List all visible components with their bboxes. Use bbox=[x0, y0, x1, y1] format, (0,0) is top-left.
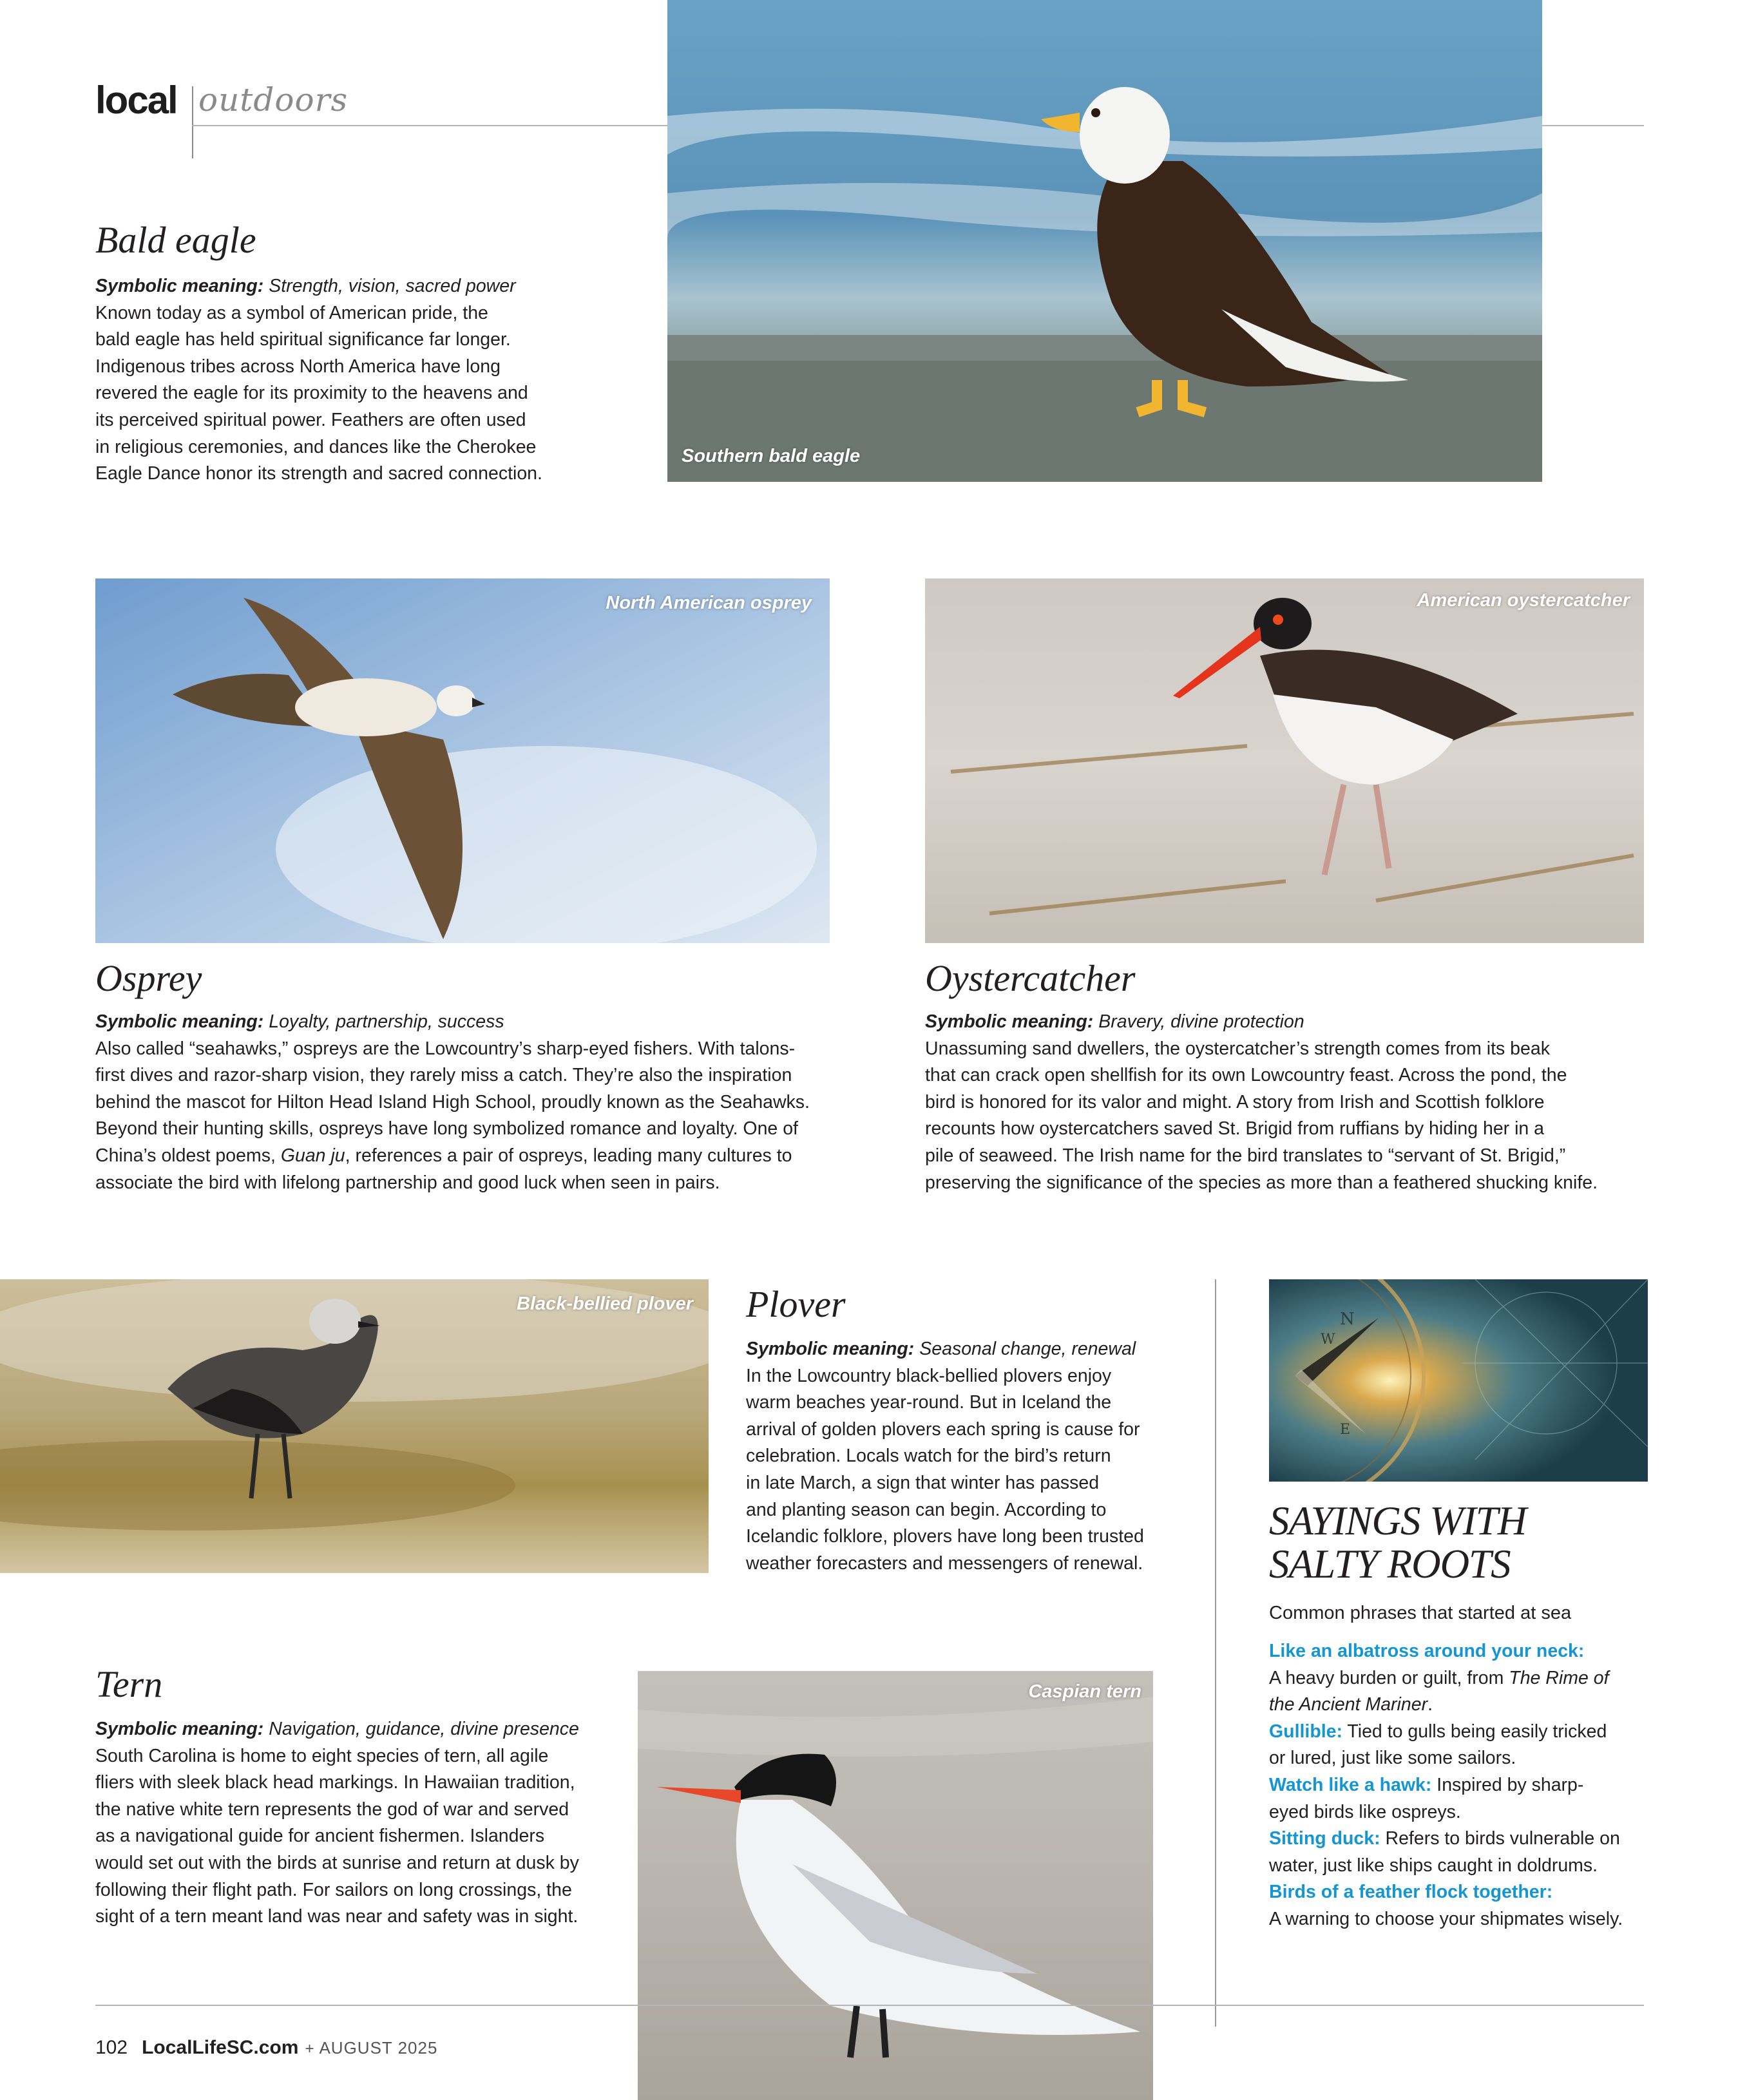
eagle-body bbox=[95, 273, 572, 488]
header-rule-left bbox=[192, 125, 669, 126]
tern-photo bbox=[638, 1671, 1153, 2100]
section-name: outdoors bbox=[198, 81, 349, 119]
tern-line: would set out with the birds at sunrise and return at dusk by bbox=[95, 1852, 579, 1873]
osprey-heading: Osprey bbox=[95, 957, 202, 999]
tern-line: as a navigational guide for ancient fishermen. Islanders bbox=[95, 1826, 545, 1847]
eagle-line: Known today as a symbol of American pride, the bbox=[95, 302, 488, 323]
footer-plus: + bbox=[305, 2040, 314, 2057]
osprey-line5-pre: China’s oldest poems, bbox=[95, 1145, 281, 1166]
osprey-line: first dives and razor-sharp vision, they rarely miss a catch. They’re also the inspiration bbox=[95, 1065, 792, 1086]
eagle-heading: Bald eagle bbox=[95, 219, 256, 261]
osprey-body bbox=[95, 1009, 843, 1196]
tern-line: fliers with sleek black head markings. In Hawaiian tradition, bbox=[95, 1772, 575, 1793]
osprey-caption: North American osprey bbox=[606, 593, 812, 613]
saying-definition: or lured, just like some sailors. bbox=[1269, 1748, 1516, 1769]
saying-term: Watch like a hawk: bbox=[1269, 1774, 1432, 1795]
brand-logo: local bbox=[95, 79, 177, 122]
plover-line: in late March, a sign that winter has passed bbox=[746, 1472, 1100, 1493]
eagle-line: Indigenous tribes across North America have long bbox=[95, 356, 501, 377]
oystercatcher-body bbox=[925, 1009, 1653, 1196]
tern-body bbox=[95, 1716, 636, 1931]
oystercatcher-line: recounts how oystercatchers saved St. Brigid from ruffians by hiding her in a bbox=[925, 1118, 1545, 1140]
sidebar-divider bbox=[1215, 1279, 1216, 2027]
header-rule-right bbox=[1542, 125, 1644, 126]
saying-definition: Inspired by sharp- bbox=[1431, 1774, 1584, 1795]
plover-symbolic-label: Symbolic meaning: bbox=[746, 1339, 915, 1359]
oystercatcher-line: that can crack open shellfish for its own Lowcountry feast. Across the pond, the bbox=[925, 1065, 1567, 1086]
tern-line: South Carolina is home to eight species of tern, all agile bbox=[95, 1745, 549, 1766]
sayings-subtitle: Common phrases that started at sea bbox=[1269, 1603, 1572, 1623]
saying-source-title: The Rime of bbox=[1509, 1667, 1609, 1688]
saying-term: Birds of a feather flock together: bbox=[1269, 1882, 1553, 1903]
plover-line: celebration. Locals watch for the bird’s return bbox=[746, 1446, 1111, 1467]
footer-site[interactable]: LocalLifeSC.com bbox=[142, 2037, 299, 2058]
header-divider bbox=[192, 86, 193, 158]
page-number: 102 bbox=[95, 2037, 128, 2058]
tern-symbolic-label: Symbolic meaning: bbox=[95, 1719, 264, 1739]
oystercatcher-symbolic-value: Bravery, divine protection bbox=[1098, 1011, 1304, 1032]
sayings-title-line: SALTY ROOTS bbox=[1269, 1542, 1511, 1587]
eagle-caption: Southern bald eagle bbox=[682, 446, 861, 466]
osprey-poem-title: Guan ju bbox=[280, 1145, 345, 1166]
osprey-photo bbox=[95, 578, 830, 943]
compass-letter-e: E bbox=[1340, 1422, 1351, 1438]
plover-symbolic-value: Seasonal change, renewal bbox=[919, 1339, 1136, 1359]
osprey-line: Beyond their hunting skills, ospreys have long symbolized romance and loyalty. One of bbox=[95, 1118, 798, 1140]
saying-definition: A warning to choose your shipmates wisely. bbox=[1269, 1908, 1623, 1929]
eagle-line: bald eagle has held spiritual significance far longer. bbox=[95, 329, 511, 350]
osprey-line5-post: , references a pair of ospreys, leading many cultures to bbox=[345, 1145, 792, 1166]
osprey-line: behind the mascot for Hilton Head Island High School, proudly known as the Seahawks. bbox=[95, 1091, 810, 1112]
plover-line: arrival of golden plovers each spring is cause for bbox=[746, 1418, 1140, 1440]
saying-definition: Refers to birds vulnerable on bbox=[1380, 1828, 1620, 1849]
compass-letter-n: N bbox=[1340, 1310, 1355, 1329]
eagle-symbolic-value: Strength, vision, sacred power bbox=[269, 276, 516, 296]
tern-caption: Caspian tern bbox=[1028, 1681, 1141, 1702]
plover-line: In the Lowcountry black-bellied plovers enjoy bbox=[746, 1365, 1112, 1386]
plover-line: Icelandic folklore, plovers have long been trusted bbox=[746, 1526, 1144, 1547]
saying-definition: water, just like ships caught in doldrums. bbox=[1269, 1855, 1598, 1876]
saying-term: Sitting duck: bbox=[1269, 1828, 1380, 1849]
saying-term: Gullible: bbox=[1269, 1721, 1342, 1742]
plover-photo bbox=[0, 1279, 709, 1573]
footer-rule bbox=[95, 2005, 1644, 2006]
oystercatcher-line: Unassuming sand dwellers, the oystercatcher’s strength comes from its beak bbox=[925, 1038, 1550, 1059]
eagle-line: revered the eagle for its proximity to the heavens and bbox=[95, 383, 528, 404]
footer-issue: AUGUST 2025 bbox=[319, 2038, 438, 2057]
oystercatcher-symbolic-label: Symbolic meaning: bbox=[925, 1011, 1094, 1032]
eagle-line: its perceived spiritual power. Feathers are often used bbox=[95, 409, 526, 430]
tern-symbolic-value: Navigation, guidance, divine presence bbox=[269, 1719, 579, 1739]
tern-line: sight of a tern meant land was near and safety was in sight. bbox=[95, 1906, 578, 1927]
eagle-line: Eagle Dance honor its strength and sacred connection. bbox=[95, 463, 542, 484]
saying-definition: A heavy burden or guilt, from bbox=[1269, 1667, 1509, 1688]
saying-term: Like an albatross around your neck: bbox=[1269, 1641, 1585, 1661]
tern-line: following their flight path. For sailors on long crossings, the bbox=[95, 1879, 572, 1900]
plover-line: and planting season can begin. According to bbox=[746, 1499, 1107, 1520]
oystercatcher-photo bbox=[925, 578, 1644, 943]
oystercatcher-line: preserving the significance of the species as more than a feathered shucking knife. bbox=[925, 1172, 1598, 1193]
tern-line: the native white tern represents the god of war and served bbox=[95, 1799, 569, 1820]
oystercatcher-heading: Oystercatcher bbox=[925, 957, 1136, 999]
plover-line: weather forecasters and messengers of renewal. bbox=[746, 1552, 1143, 1574]
osprey-symbolic-label: Symbolic meaning: bbox=[95, 1011, 264, 1032]
sayings-list bbox=[1269, 1638, 1643, 1933]
plover-heading: Plover bbox=[746, 1283, 846, 1325]
osprey-line: Also called “seahawks,” ospreys are the Lowcountry’s sharp-eyed fishers. With talons- bbox=[95, 1038, 796, 1059]
plover-caption: Black-bellied plover bbox=[517, 1293, 693, 1314]
oystercatcher-line: pile of seaweed. The Irish name for the bird translates to “servant of St. Brigid,” bbox=[925, 1145, 1566, 1166]
saying-source-title: the Ancient Mariner bbox=[1269, 1694, 1428, 1715]
plover-line: warm beaches year-round. But in Iceland the bbox=[746, 1392, 1112, 1413]
eagle-symbolic-label: Symbolic meaning: bbox=[95, 276, 264, 296]
footer bbox=[95, 2037, 437, 2059]
saying-definition: Tied to gulls being easily tricked bbox=[1342, 1721, 1607, 1742]
oystercatcher-line: bird is honored for its valor and might. A story from Irish and Scottish folklore bbox=[925, 1091, 1545, 1112]
osprey-line: associate the bird with lifelong partnership and good luck when seen in pairs. bbox=[95, 1172, 720, 1193]
osprey-symbolic-value: Loyalty, partnership, success bbox=[269, 1011, 504, 1032]
compass-letter-w: W bbox=[1321, 1332, 1335, 1348]
tern-heading: Tern bbox=[95, 1663, 163, 1705]
sayings-title bbox=[1269, 1500, 1643, 1586]
plover-body bbox=[746, 1336, 1184, 1577]
saying-definition: . bbox=[1428, 1694, 1433, 1715]
eagle-line: in religious ceremonies, and dances like the Cherokee bbox=[95, 436, 537, 457]
sayings-title-line: SAYINGS WITH bbox=[1269, 1498, 1527, 1543]
osprey-line bbox=[95, 1143, 843, 1170]
saying-definition: eyed birds like ospreys. bbox=[1269, 1801, 1461, 1822]
bald-eagle-photo bbox=[667, 0, 1542, 482]
compass-map-photo bbox=[1269, 1279, 1648, 1482]
oystercatcher-caption: American oystercatcher bbox=[1417, 590, 1630, 611]
